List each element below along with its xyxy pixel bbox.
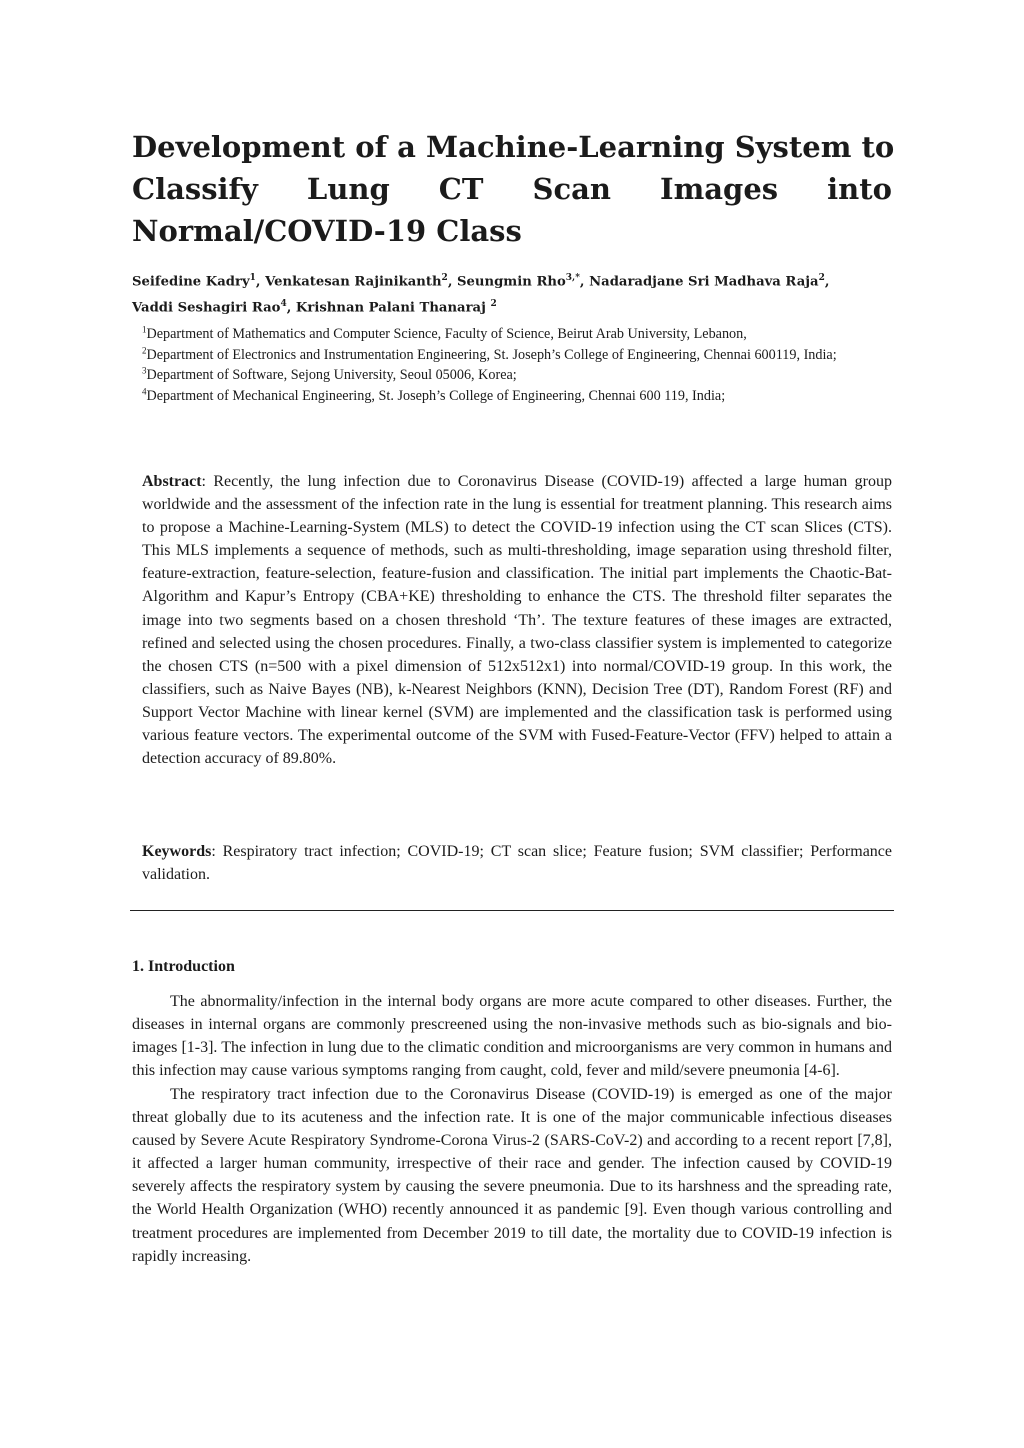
keywords: [142, 840, 892, 886]
author-affil-mark: 1: [249, 273, 256, 283]
introduction-body: [132, 990, 892, 1268]
author-affil-mark: 2: [818, 273, 825, 283]
title-line-1: Development of a Machine-Learning System to: [132, 130, 895, 164]
author-affil-mark: 2: [441, 273, 448, 283]
body-paragraph: The abnormality/infection in the internal body organs are more acute compared to other diseases. Further, the diseases in internal organs are commonly prescreened using the non-invasive methods such as bio-signals and bio-images [1-3]. The infection in lung due to the climatic condition and microorganisms are very common in humans and this infection may cause various symptoms ranging from caught, cold, fever and mild/severe pneumonia [4-6].: [132, 993, 892, 1080]
introduction-heading: 1. Introduction: [132, 958, 235, 975]
author-affil-mark: 2: [490, 299, 497, 310]
author-name: Nadaradjane Sri Madhava Raja: [589, 274, 819, 290]
title-line-2: Classify Lung CT Scan Images into: [132, 172, 892, 206]
section-divider: [130, 910, 894, 911]
affiliation-item: [142, 345, 894, 366]
title-line-3: Normal/COVID-19 Class: [132, 214, 522, 248]
abstract: [142, 470, 892, 770]
affiliation-list: [142, 324, 894, 406]
affiliation-text: Department of Mechanical Engineering, St. Joseph’s College of Engineering, Chennai 600 119, India;: [146, 387, 726, 404]
keywords-label: Keywords: [142, 843, 212, 860]
author-name: Seifedine Kadry: [132, 274, 250, 290]
affiliation-item: [142, 386, 894, 407]
author-name: Krishnan Palani Thanaraj: [295, 300, 486, 316]
affiliation-item: [142, 365, 894, 386]
abstract-label: Abstract: [142, 473, 202, 490]
author-name: Venkatesan Rajinikanth: [265, 274, 442, 290]
author-name: Seungmin Rho: [457, 274, 566, 290]
affiliation-number: 1: [142, 324, 147, 335]
author-name: Vaddi Seshagiri Rao: [132, 300, 281, 316]
affiliation-text: Department of Mathematics and Computer Science, Faculty of Science, Beirut Arab University, Lebanon,: [146, 326, 747, 342]
author-affil-mark: 4: [280, 299, 287, 310]
affiliation-number: 3: [142, 365, 147, 376]
affiliation-number: 4: [142, 385, 147, 396]
author-list: Seifedine Kadry$^1$, Venkatesan Rajinikanth$^2$, Seungmin Rho$^{3,*}$, Nadaradjane Sri Madhava Raja$^2$, Vaddi Seshagiri Rao$^4$, Krishnan Palani Thanaraj $^2$: [132, 273, 830, 316]
keywords-text: : Respiratory tract infection; COVID-19; CT scan slice; Feature fusion; SVM classifier; Performance validation.: [142, 843, 892, 884]
paper-title: [132, 126, 895, 252]
body-paragraph: The respiratory tract infection due to the Coronavirus Disease (COVID-19) is emerged as one of the major threat globally due to its acuteness and the infection rate. It is one of the major communicable infectious diseases caused by Severe Acute Respiratory Syndrome-Corona Virus-2 (SARS-CoV-2) and according to a recent report [7,8], it affected a larger human community, irrespective of their race and gender. The infection caused by COVID-19 severely affects the respiratory system by causing the severe pneumonia. Due to its harshness and the spreading rate, the World Health Organization (WHO) recently announced it as pandemic [9]. Even though various controlling and treatment procedures are implemented from December 2019 to till date, the mortality due to COVID-19 infection is rapidly increasing.: [132, 1085, 892, 1265]
affiliation-item: [142, 324, 894, 345]
affiliation-text: Department of Electronics and Instrumentation Engineering, St. Joseph’s College of Engineering, Chennai 600119, India;: [146, 346, 837, 363]
abstract-text: : Recently, the lung infection due to Coronavirus Disease (COVID-19) affected a large human group worldwide and the assessment of the infection rate in the lung is essential for treatment planning. This research aims to propose a Machine-Learning-System (MLS) to detect the COVID-19 infection using the CT scan Slices (CTS). This MLS implements a sequence of methods, such as multi-thresholding, image separation using threshold filter, feature-extraction, feature-selection, feature-fusion and classification. The initial part implements the Chaotic-Bat-Algorithm and Kapur’s Entropy (CBA+KE) thresholding to enhance the CTS. The threshold filter separates the image into two segments based on a chosen threshold ‘Th’. The texture features of these images are extracted, refined and selected using the chosen procedures. Finally, a two-class classifier system is implemented to categorize the chosen CTS (n=500 with a pixel dimension of 512x512x1) into normal/COVID-19 group. In this work, the classifiers, such as Naive Bayes (NB), k-Nearest Neighbors (KNN), Decision Tree (DT), Random Forest (RF) and Support Vector Machine with linear kernel (SVM) are implemented and the classification task is performed using various feature vectors. The experimental outcome of the SVM with Fused-Feature-Vector (FFV) helped to attain a detection accuracy of 89.80%.: [142, 473, 892, 768]
affiliation-number: 2: [142, 344, 147, 355]
author-affil-mark: 3,*: [565, 273, 580, 283]
affiliation-text: Department of Software, Sejong University, Seoul 05006, Korea;: [146, 367, 517, 383]
